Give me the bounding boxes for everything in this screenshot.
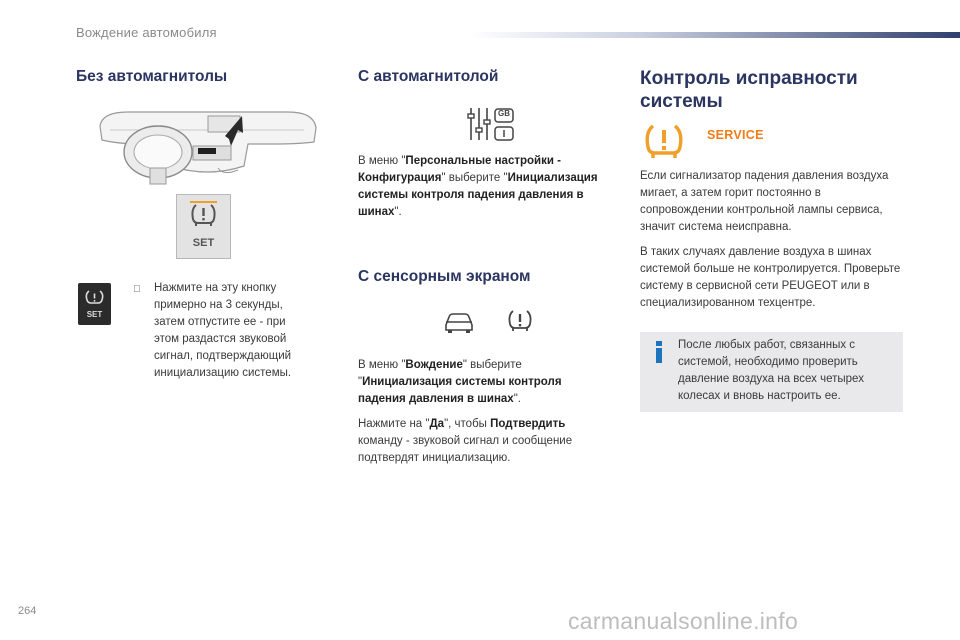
text-fragment: " выберите " [441, 172, 508, 184]
touchscreen-instructions [358, 357, 598, 475]
text-fragment: ", чтобы [444, 418, 491, 430]
bullet-marker [133, 281, 141, 298]
text-fragment: В меню " [358, 359, 406, 371]
section-title-with-radio: С автомагнитолой [358, 68, 499, 85]
text-fragment: " выберите " [358, 359, 522, 388]
step-line: примерно на 3 секунды, [154, 299, 283, 311]
paragraph [358, 357, 598, 408]
gb-label: GB [498, 109, 510, 118]
step-line: Нажмите на эту кнопку [154, 282, 277, 294]
text-fragment: Нажмите на " [358, 418, 430, 430]
section-title-touchscreen: С сенсорным экраном [358, 268, 531, 285]
text-fragment: В меню " [358, 155, 406, 167]
section-title-system-check: Контроль исправности системы [640, 68, 858, 112]
menu-path: Вождение [405, 359, 463, 371]
text-fragment: ". [394, 206, 402, 218]
header-bar [470, 32, 960, 38]
car-icon [443, 311, 475, 335]
info-text: После любых работ, связанных с системой, необходимо проверить давление воздуха на всех четырех колесах и вновь настроить ее. [678, 339, 864, 402]
set-button-icon [78, 283, 111, 325]
step-line: этом раздастся звуковой [154, 333, 287, 345]
warning-light-bar [190, 201, 217, 203]
step-line: сигнал, подтверждающий [154, 350, 292, 362]
menu-item: Инициализация системы контроля падения давления в шинах [358, 172, 598, 218]
dashboard-illustration [98, 108, 318, 190]
section-header: Вождение автомобиля [76, 25, 217, 40]
info-icon [655, 341, 663, 363]
text-fragment: команду - звуковой сигнал и сообщение подтвердят инициализацию. [358, 435, 573, 464]
confirm-option: Да [429, 418, 445, 430]
step-line: затем отпустите ее - при [154, 316, 286, 328]
tire-pressure-warning-orange-icon [643, 123, 685, 160]
step-instructions [154, 280, 324, 382]
menu-path: Персональные настройки - Конфигурация [358, 155, 561, 184]
paragraph: В таких случаях давление воздуха в шинах системой больше не контролируется. Проверьте систему в сервисной сети PEUGEOT или в специализированном техцентре. [640, 246, 901, 309]
tire-warning-outline-icon [507, 309, 533, 333]
service-warning-label: SERVICE [707, 128, 764, 142]
system-check-text [640, 168, 902, 320]
text-fragment: ". [513, 393, 521, 405]
tire-pressure-warning-icon [190, 203, 217, 227]
section-title-no-radio: Без автомагнитолы [76, 68, 228, 85]
confirm-action: Подтвердить [490, 418, 566, 430]
paragraph [358, 416, 598, 467]
menu-item: Инициализация системы контроля падения давления в шинах [358, 376, 562, 405]
page-number: 264 [18, 605, 37, 617]
step-line: инициализацию системы. [154, 367, 292, 379]
set-button-label: SET [192, 237, 215, 249]
set-button-illustration [176, 194, 231, 259]
paragraph: Если сигнализатор падения давления воздуха мигает, а затем горит постоянно в сопровождении контрольной лампы сервиса, значит система неисправна. [640, 170, 889, 233]
tire-pressure-icon [85, 290, 104, 306]
set-label-small: SET [86, 310, 103, 319]
watermark: carmanualsonline.info [568, 608, 799, 634]
radio-instructions [358, 153, 598, 221]
